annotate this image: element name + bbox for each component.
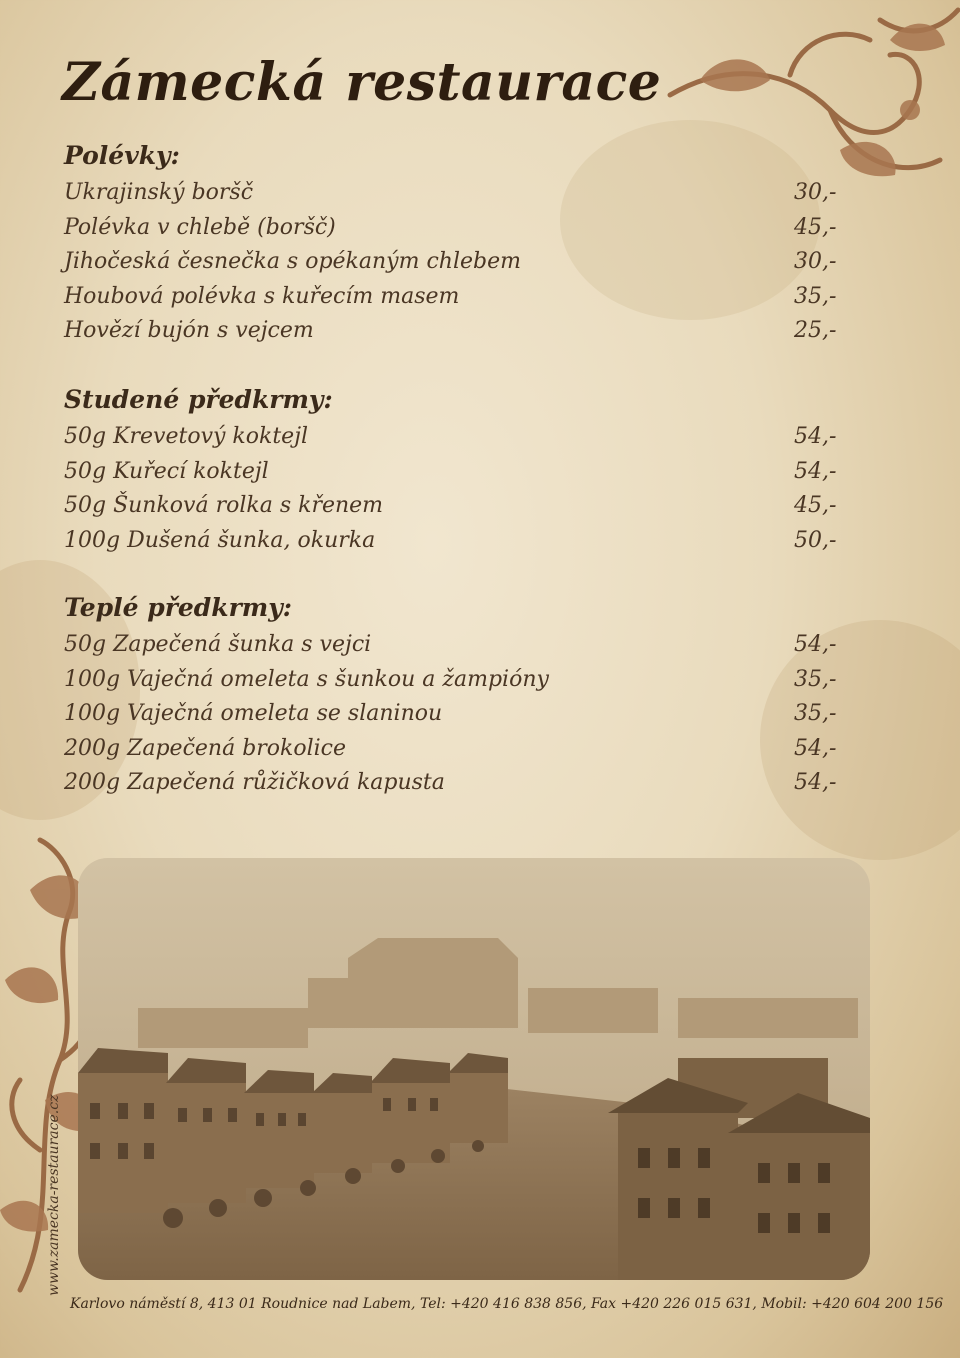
section-heading: Teplé předkrmy: — [64, 593, 292, 622]
item-name: 100g Dušená šunka, okurka — [64, 527, 376, 553]
item-price: 50,- — [794, 527, 837, 553]
item-price: 54,- — [794, 632, 837, 657]
item-name: 200g Zapečená růžičková kapusta — [64, 770, 445, 795]
item-price: 54,- — [794, 424, 837, 449]
menu-item — [64, 732, 864, 767]
website-url: www.zamecka-restaurace.cz — [46, 1094, 62, 1296]
menu-item — [64, 524, 864, 559]
menu-item — [64, 211, 864, 246]
menu-item — [64, 245, 864, 280]
section-soups — [64, 136, 864, 349]
menu-item — [64, 420, 864, 455]
item-name: Houbová polévka s kuřecím masem — [64, 283, 460, 309]
menu-item — [64, 663, 864, 698]
item-price: 54,- — [794, 735, 837, 761]
item-name: Jihočeská česnečka s opékaným chlebem — [64, 249, 521, 274]
item-price: 45,- — [794, 214, 837, 240]
item-name: 50g Kuřecí koktejl — [64, 458, 269, 484]
menu-item — [64, 489, 864, 524]
item-name: 50g Krevetový koktejl — [64, 424, 309, 449]
item-name: 50g Zapečená šunka s vejci — [64, 632, 372, 657]
menu-item — [64, 766, 864, 801]
item-name: Ukrajinský boršč — [64, 180, 254, 205]
item-price: 30,- — [794, 249, 837, 274]
item-name: 100g Vaječná omeleta s šunkou a žampióny — [64, 666, 549, 692]
item-price: 25,- — [794, 318, 837, 343]
historic-square-photo — [78, 858, 870, 1280]
item-price: 35,- — [794, 283, 837, 309]
item-price: 35,- — [794, 666, 837, 692]
item-price: 30,- — [794, 180, 837, 205]
contact-footer: Karlovo náměstí 8, 413 01 Roudnice nad Labem, Tel: +420 416 838 856, Fax +420 226 015 631, Mobil: +420 604 200 156 — [70, 1296, 944, 1312]
item-name: 200g Zapečená brokolice — [64, 735, 347, 761]
restaurant-title: Zámecká restaurace — [62, 52, 662, 113]
menu-item — [64, 176, 864, 211]
section-warm-starters — [64, 588, 864, 801]
item-name: 100g Vaječná omeleta se slaninou — [64, 701, 443, 726]
menu-item — [64, 697, 864, 732]
menu-item — [64, 455, 864, 490]
item-price: 45,- — [794, 493, 837, 518]
item-price: 54,- — [794, 770, 837, 795]
section-heading: Studené předkrmy: — [64, 385, 333, 414]
item-price: 35,- — [794, 701, 837, 726]
item-name: Hovězí bujón s vejcem — [64, 318, 314, 343]
item-name: 50g Šunková rolka s křenem — [64, 493, 384, 518]
section-cold-starters — [64, 380, 864, 558]
item-name: Polévka v chlebě (boršč) — [64, 214, 336, 240]
section-heading: Polévky: — [64, 141, 180, 170]
menu-item — [64, 280, 864, 315]
menu-item — [64, 628, 864, 663]
menu-item — [64, 314, 864, 349]
item-price: 54,- — [794, 458, 837, 484]
